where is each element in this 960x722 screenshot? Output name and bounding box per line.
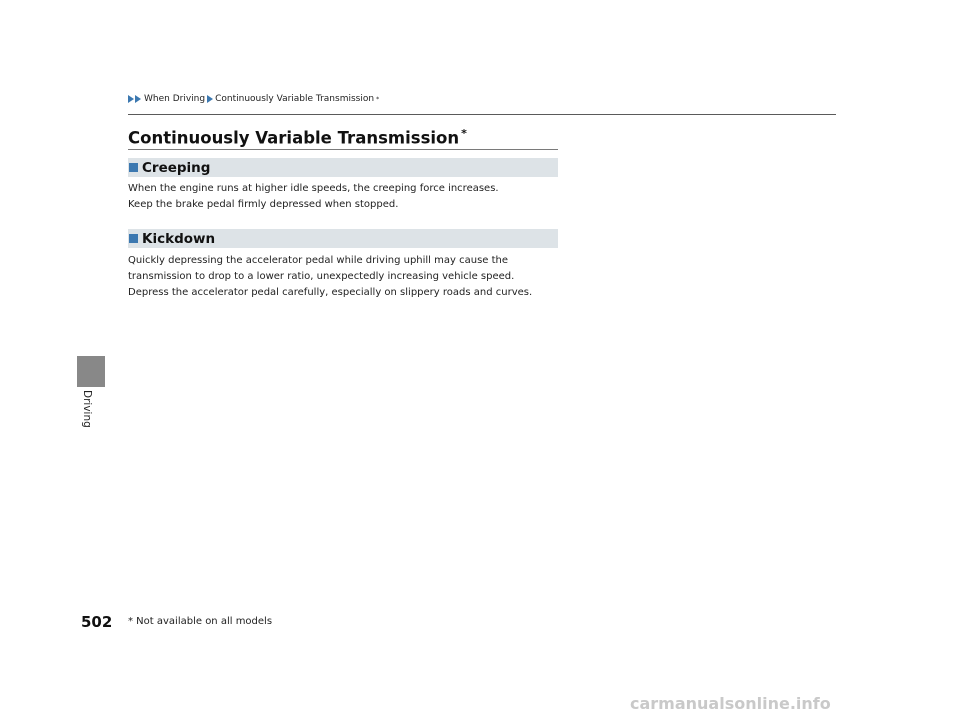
section-heading-kickdown — [128, 229, 558, 248]
body-line: Keep the brake pedal firmly depressed when stopped. — [128, 199, 399, 210]
breadcrumb-arrow-icon — [128, 95, 134, 103]
square-bullet-icon — [129, 234, 138, 243]
breadcrumb — [128, 94, 379, 104]
breadcrumb-item-when-driving[interactable]: When Driving — [144, 94, 206, 104]
section-heading-creeping — [128, 158, 558, 177]
body-line: transmission to drop to a lower ratio, unexpectedly increasing vehicle speed. — [128, 271, 515, 282]
section-heading-label: Creeping — [142, 159, 211, 176]
title-divider — [128, 149, 558, 150]
body-line: Depress the accelerator pedal carefully, especially on slippery roads and curves. — [128, 287, 533, 298]
header-divider — [128, 114, 836, 115]
chapter-tab-label: Driving — [81, 390, 93, 428]
page-number: 502 — [81, 613, 113, 631]
square-bullet-icon — [129, 163, 138, 172]
breadcrumb-arrow-icon — [135, 95, 141, 103]
watermark: carmanualsonline.info — [630, 694, 831, 713]
section-body-creeping — [128, 181, 499, 213]
page-title — [128, 127, 467, 148]
body-line: When the engine runs at higher idle speeds, the creeping force increases. — [128, 183, 499, 194]
chapter-tab — [77, 356, 105, 387]
body-line: Quickly depressing the accelerator pedal while driving uphill may cause the — [128, 255, 509, 266]
breadcrumb-item-cvt[interactable]: Continuously Variable Transmission — [215, 94, 375, 104]
page-title-text: Continuously Variable Transmission — [128, 128, 460, 148]
footnote: * Not available on all models — [128, 616, 273, 627]
breadcrumb-separator-icon — [207, 95, 213, 103]
section-body-kickdown — [128, 253, 532, 301]
breadcrumb-star: * — [376, 95, 380, 103]
page-title-star: * — [461, 127, 467, 140]
section-heading-label: Kickdown — [142, 230, 216, 247]
